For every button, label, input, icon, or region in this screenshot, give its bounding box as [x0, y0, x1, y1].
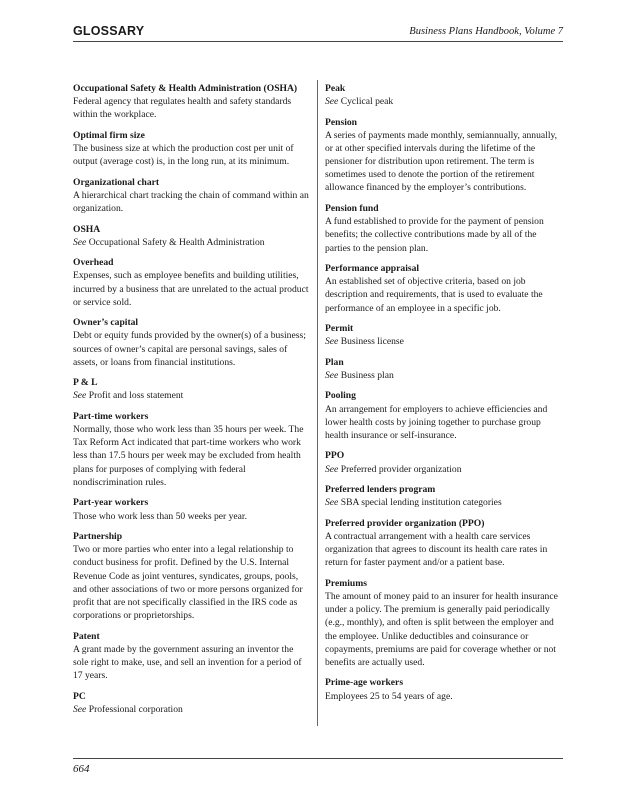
- glossary-definition: [73, 510, 311, 523]
- glossary-term: Plan: [325, 356, 344, 368]
- column-divider: [317, 80, 318, 726]
- glossary-term: Patent: [73, 630, 100, 642]
- glossary-entry: [73, 496, 311, 522]
- definition-text: Cyclical peak: [340, 96, 394, 108]
- glossary-definition: [325, 463, 563, 476]
- glossary-definition: [73, 236, 311, 249]
- glossary-definition: [325, 335, 563, 348]
- glossary-definition: [325, 129, 563, 195]
- glossary-entry: [73, 316, 311, 369]
- glossary-entry: [73, 176, 311, 215]
- glossary-definition: [325, 496, 563, 509]
- glossary-definition: [325, 590, 563, 669]
- definition-text: A contractual arrangement with a health care services organization that agrees to discount its health care rates in return for faster payment and/or a patient base.: [325, 531, 548, 569]
- definition-text: Business license: [340, 336, 404, 348]
- glossary-term: Owner’s capital: [73, 317, 139, 329]
- definition-text: Profit and loss statement: [88, 390, 184, 402]
- glossary-entry: [73, 129, 311, 168]
- definition-text: Federal agency that regulates health and safety standards within the workplace.: [73, 96, 292, 121]
- glossary-entry: [73, 630, 311, 683]
- book-title: Business Plans Handbook, Volume 7: [409, 26, 563, 37]
- glossary-definition: [73, 95, 311, 121]
- definition-text: A series of payments made monthly, semiannually, annually, or at other specified intervals during the lifetime of the pensioner for distribution upon retirement. The term is sometimes used to denote the portion of the retirement allowance financed by the employer’s contributions.: [325, 129, 558, 194]
- glossary-column-right: [325, 82, 563, 710]
- glossary-column-left: [73, 82, 311, 723]
- see-reference-label: See: [325, 369, 339, 381]
- glossary-term: Pension fund: [325, 203, 379, 215]
- glossary-definition: [73, 389, 311, 402]
- glossary-term: Preferred lenders program: [325, 484, 436, 496]
- definition-text: Two or more parties who enter into a legal relationship to conduct business for profit. Defined by the U.S. Internal Revenue Code as joint ventures, syndicates, groups, pools, and other associations of two or more persons organized for profit that are not specifically classified in the IRS code as corporations or proprietorships.: [73, 544, 303, 621]
- see-reference-label: See: [73, 703, 87, 715]
- glossary-term: Part-year workers: [73, 497, 149, 509]
- definition-text: The amount of money paid to an insurer for health insurance under a policy. The premium is generally paid periodically (e.g., monthly), and often is split between the employer and the employee. Unlike deductibles and coinsurance or copayments, premiums are paid for coverage whether or not benefits are actually used.: [325, 591, 558, 668]
- see-reference-label: See: [325, 463, 339, 475]
- glossary-term: Premiums: [325, 577, 367, 589]
- definition-text: Preferred provider organization: [340, 463, 462, 475]
- glossary-term: Pooling: [325, 390, 356, 402]
- glossary-term: Part-time workers: [73, 411, 149, 423]
- definition-text: Debt or equity funds provided by the owner(s) of a business; sources of owner’s capital are personal savings, sales of assets, or loans from financial institutions.: [73, 330, 306, 368]
- glossary-entry: [325, 116, 563, 195]
- glossary-definition: [73, 643, 311, 682]
- glossary-entry: [73, 256, 311, 309]
- glossary-entry: [73, 223, 311, 249]
- definition-text: Employees 25 to 54 years of age.: [325, 690, 453, 702]
- definition-text: Business plan: [340, 369, 394, 381]
- glossary-entry: [325, 517, 563, 570]
- glossary-term: Preferred provider organization (PPO): [325, 517, 485, 529]
- definition-text: Professional corporation: [88, 703, 183, 715]
- glossary-definition: [73, 423, 311, 489]
- glossary-term: OSHA: [73, 223, 101, 235]
- glossary-entry: [325, 483, 563, 509]
- glossary-entry: [325, 262, 563, 315]
- glossary-definition: [325, 690, 563, 703]
- glossary-definition: [325, 403, 563, 442]
- glossary-entry: [325, 202, 563, 255]
- glossary-term: PC: [73, 690, 86, 702]
- glossary-definition: [325, 530, 563, 569]
- see-reference-label: See: [325, 497, 339, 509]
- glossary-definition: [325, 95, 563, 108]
- definition-text: SBA special lending institution categories: [340, 497, 502, 509]
- glossary-term: Performance appraisal: [325, 263, 420, 275]
- glossary-definition: [73, 543, 311, 622]
- section-title: GLOSSARY: [73, 24, 145, 38]
- definition-text: A fund established to provide for the payment of pension benefits; the collective contributions made by all of the parties to the pension plan.: [325, 216, 544, 254]
- glossary-definition: [73, 269, 311, 308]
- glossary-entry: [325, 389, 563, 442]
- glossary-term: Optimal firm size: [73, 129, 145, 141]
- definition-text: Those who work less than 50 weeks per year.: [73, 510, 247, 522]
- footer-rule: [73, 758, 563, 759]
- glossary-term: PPO: [325, 450, 345, 462]
- definition-text: A grant made by the government assuring an inventor the sole right to make, use, and sell an invention for a period of 17 years.: [73, 643, 302, 681]
- glossary-term: Permit: [325, 323, 354, 335]
- glossary-term: Organizational chart: [73, 176, 160, 188]
- definition-text: A hierarchical chart tracking the chain of command within an organization.: [73, 189, 309, 215]
- definition-text: An arrangement for employers to achieve efficiencies and lower health costs by joining together to purchase group health insurance or self-insurance.: [325, 403, 548, 441]
- glossary-entry: [325, 356, 563, 382]
- definition-text: Occupational Safety & Health Administration: [88, 236, 265, 248]
- glossary-entry: [325, 449, 563, 475]
- glossary-term: Overhead: [73, 257, 114, 269]
- glossary-definition: [325, 275, 563, 314]
- header-rule: [73, 41, 563, 42]
- glossary-definition: [73, 142, 311, 168]
- glossary-entry: [325, 577, 563, 669]
- glossary-entry: [73, 82, 311, 121]
- glossary-definition: [73, 189, 311, 215]
- glossary-term: Prime-age workers: [325, 677, 404, 689]
- page-number: 664: [73, 763, 90, 775]
- glossary-definition: [73, 703, 311, 716]
- glossary-entry: [325, 322, 563, 348]
- see-reference-label: See: [73, 236, 87, 248]
- glossary-term: P & L: [73, 377, 98, 389]
- glossary-entry: [325, 676, 563, 702]
- glossary-definition: [325, 369, 563, 382]
- see-reference-label: See: [73, 390, 87, 402]
- definition-text: Expenses, such as employee benefits and building utilities, incurred by a business that are unrelated to the actual product or service sold.: [73, 270, 309, 308]
- glossary-entry: [73, 690, 311, 716]
- glossary-entry: [73, 530, 311, 622]
- glossary-definition: [325, 215, 563, 254]
- glossary-term: Partnership: [73, 531, 123, 543]
- definition-text: The business size at which the production cost per unit of output (average cost) is, in the long run, at its minimum.: [73, 143, 294, 168]
- glossary-term: Pension: [325, 116, 357, 128]
- see-reference-label: See: [325, 336, 339, 348]
- glossary-entry: [73, 376, 311, 402]
- glossary-definition: [73, 329, 311, 368]
- definition-text: An established set of objective criteria, based on job description and requirements, that is used to evaluate the performance of an employee in a specific job.: [325, 276, 543, 314]
- glossary-entry: [73, 410, 311, 489]
- see-reference-label: See: [325, 96, 339, 108]
- glossary-entry: [325, 82, 563, 108]
- glossary-term: Peak: [325, 83, 346, 94]
- glossary-term: Occupational Safety & Health Administration (OSHA): [73, 83, 298, 94]
- definition-text: Normally, those who work less than 35 hours per week. The Tax Reform Act indicated that part-time workers who work less than 17.5 hours per week may be excluded from health plans for purposes of complying with federal nondiscrimination rules.: [73, 424, 304, 488]
